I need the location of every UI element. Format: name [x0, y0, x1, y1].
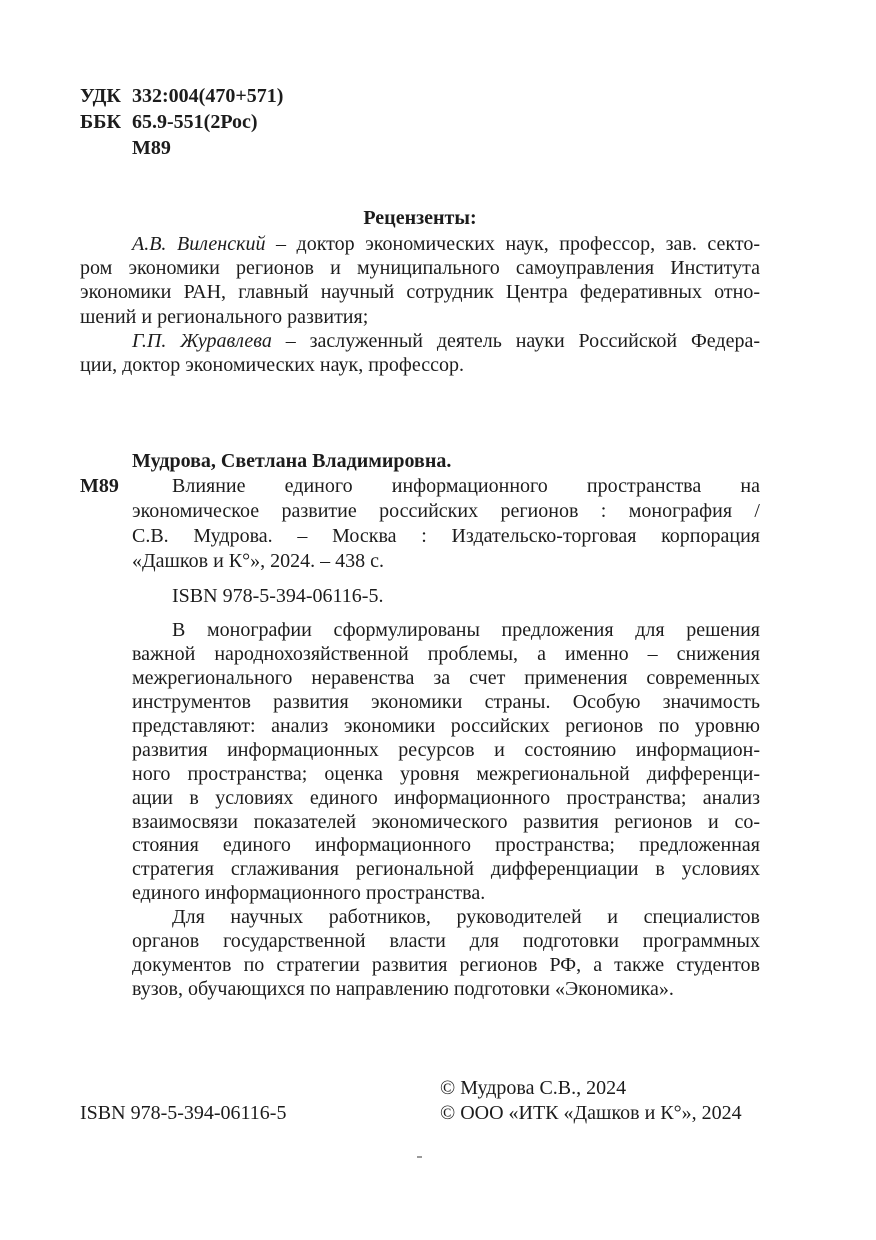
- bib-line: Влияние единого информационного пространства на: [172, 474, 760, 497]
- page-mark: [417, 1156, 422, 1158]
- bib-author-mark: М89: [80, 474, 119, 497]
- bbk-code: 65.9-551(2Рос): [132, 111, 258, 133]
- copyright-author: © Мудрова С.В., 2024: [440, 1076, 627, 1099]
- bib-line: «Дашков и К°», 2024. – 438 с.: [132, 549, 384, 572]
- annotation-line: стратегия сглаживания региональной дифференциации в условиях: [132, 858, 760, 881]
- bbk-row: [80, 109, 283, 135]
- annotation-line: представляют: анализ экономики российских регионов по уровню: [132, 714, 760, 737]
- bib-line: С.В. Мудрова. – Москва : Издательско-торговая корпорация: [132, 524, 760, 547]
- bib-isbn: ISBN 978-5-394-06116-5.: [172, 585, 384, 607]
- reviewer-1-name: А.В. Виленский: [132, 233, 266, 255]
- reviewer-1-line: шений и регионального развития;: [80, 305, 369, 328]
- copyright-publisher: © ООО «ИТК «Дашков и К°», 2024: [440, 1101, 742, 1124]
- udk-row: [80, 83, 283, 109]
- annotation-line: единого информационного пространства.: [132, 882, 486, 905]
- bib-author: Мудрова, Светлана Владимировна.: [132, 449, 452, 472]
- annotation: [132, 619, 760, 1002]
- annotation-line: инструментов развития экономики страны. Особую значимость: [132, 690, 760, 713]
- author-mark-top: М89: [132, 137, 171, 159]
- annotation-line: ного пространства; оценка уровня межрегиональной дифференци-: [132, 762, 760, 785]
- annotation-line: вузов, обучающихся по направлению подготовки «Экономика».: [132, 978, 674, 1001]
- annotation-line: развития информационных ресурсов и состоянию информацион-: [132, 738, 760, 761]
- reviewer-1-line: ром экономики регионов и муниципального самоуправления Института: [80, 257, 760, 280]
- reviewer-2-line: ции, доктор экономических наук, профессор.: [80, 354, 464, 377]
- udk-label: УДК: [80, 85, 121, 107]
- reviewers-heading: Рецензенты:: [363, 207, 477, 229]
- annotation-line: стояния единого информационного пространства; предложенная: [132, 834, 760, 857]
- annotation-line: взаимосвязи показателей экономического развития регионов и со-: [132, 810, 760, 833]
- udk-code: 332:004(470+571): [132, 85, 284, 107]
- annotation-line: документов по стратегии развития регионов РФ, а также студентов: [132, 954, 760, 977]
- classification-block: [80, 83, 283, 161]
- annotation-line: Для научных работников, руководителей и специалистов: [172, 906, 760, 929]
- imprint-isbn: ISBN 978-5-394-06116-5: [80, 1101, 287, 1124]
- annotation-line: ации в условиях единого информационного пространства; анализ: [132, 786, 760, 809]
- bbk-label: ББК: [80, 111, 121, 133]
- reviewer-1-description: – доктор экономических наук, профессор, зав. секто-: [265, 233, 760, 255]
- reviewer-1-first-line: [80, 232, 760, 256]
- annotation-line: важной народнохозяйственной проблемы, а именно – снижения: [132, 642, 760, 665]
- bibliographic-record: [132, 449, 760, 574]
- reviewers-block: [80, 232, 760, 377]
- annotation-line: В монографии сформулированы предложения для решения: [172, 619, 760, 641]
- annotation-line: межрегионального неравенства за счет применения современных: [132, 666, 760, 689]
- reviewer-2-first-line: [80, 329, 760, 353]
- reviewer-2-description: – заслуженный деятель науки Российской Федера-: [271, 329, 760, 352]
- reviewer-1-line: экономики РАН, главный научный сотрудник Центра федеративных отно-: [80, 281, 760, 304]
- bib-line: экономическое развитие российских регионов : монография /: [132, 499, 760, 522]
- annotation-line: органов государственной власти для подготовки программных: [132, 930, 760, 953]
- reviewer-2-name: Г.П. Журавлева: [132, 329, 272, 352]
